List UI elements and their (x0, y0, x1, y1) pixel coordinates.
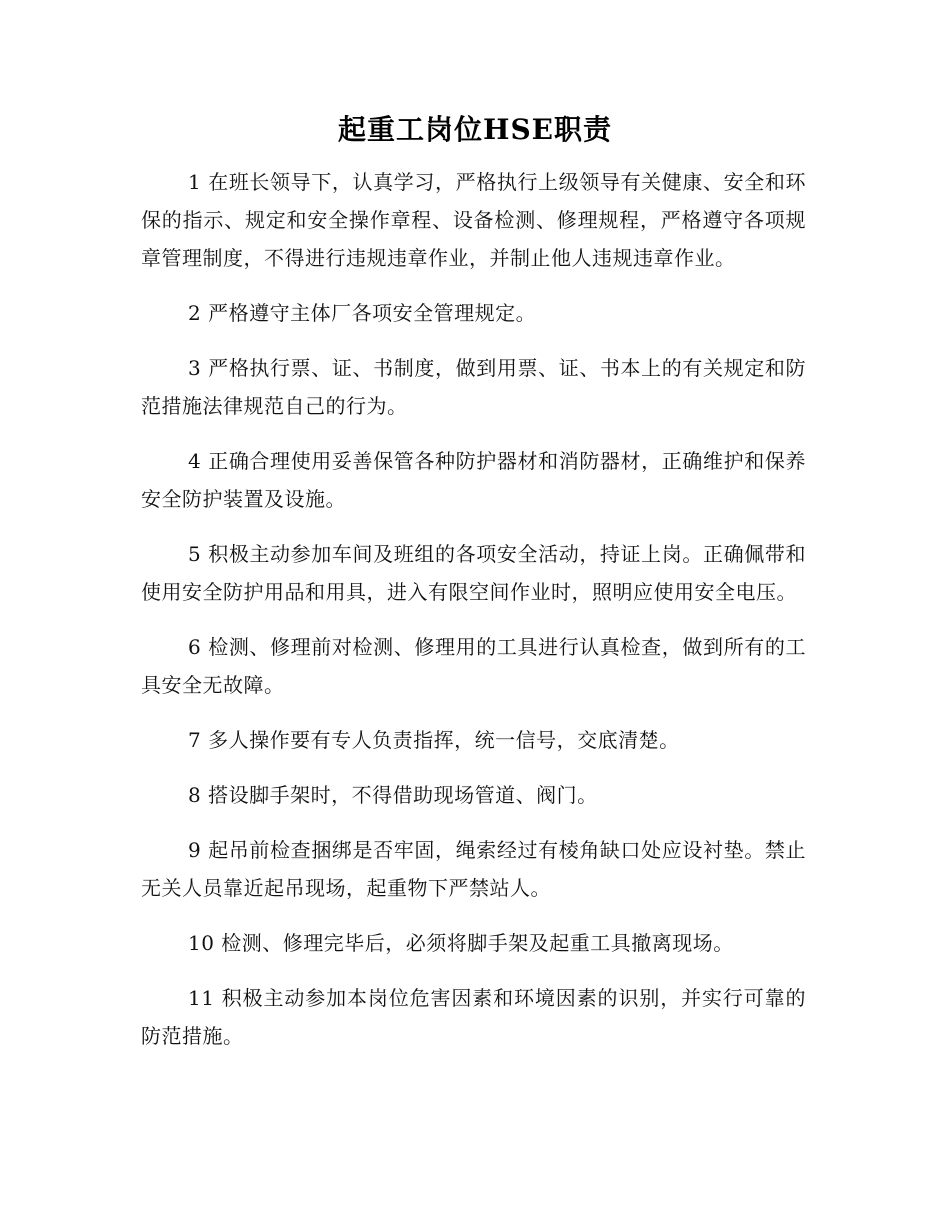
duty-item-3: 3 严格执行票、证、书制度，做到用票、证、书本上的有关规定和防范措施法律规范自己的行为。 (141, 356, 806, 418)
duty-item-8: 8 搭设脚手架时，不得借助现场管道、阀门。 (188, 783, 598, 807)
duty-item-2: 2 严格遵守主体厂各项安全管理规定。 (188, 301, 537, 325)
duty-item-11: 11 积极主动参加本岗位危害因素和环境因素的识别，并实行可靠的防范措施。 (141, 986, 806, 1048)
document-title: 起重工岗位HSE职责 (337, 113, 613, 146)
document-body (141, 163, 806, 1072)
duty-item-1: 1 在班长领导下，认真学习，严格执行上级领导有关健康、安全和环保的指示、规定和安全操作章程、设备检测、修理规程，严格遵守各项规章管理制度，不得进行违规违章作业，并制止他人违规违章作业。 (141, 170, 806, 270)
duty-item-6: 6 检测、修理前对检测、修理用的工具进行认真检查，做到所有的工具安全无故障。 (141, 635, 806, 697)
duty-item-10: 10 检测、修理完毕后，必须将脚手架及起重工具撤离现场。 (188, 931, 734, 955)
duty-item-9: 9 起吊前检查捆绑是否牢固，绳索经过有棱角缺口处应设衬垫。禁止无关人员靠近起吊现场，起重物下严禁站人。 (141, 838, 806, 900)
duty-item-5: 5 积极主动参加车间及班组的各项安全活动，持证上岗。正确佩带和使用安全防护用品和用具，进入有限空间作业时，照明应使用安全电压。 (141, 542, 806, 604)
duty-item-7: 7 多人操作要有专人负责指挥，统一信号，交底清楚。 (188, 728, 680, 752)
duty-item-4: 4 正确合理使用妥善保管各种防护器材和消防器材，正确维护和保养安全防护装置及设施。 (141, 449, 806, 511)
